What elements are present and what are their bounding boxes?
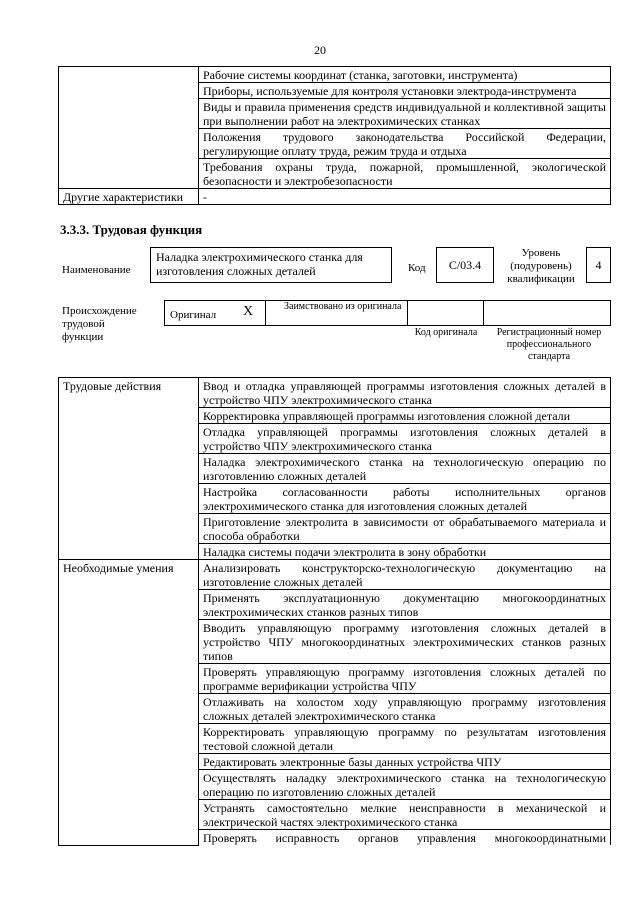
labor-action-item: Наладка системы подачи электролита в зону обработки xyxy=(199,544,611,560)
other-characteristics-value: - xyxy=(199,189,611,205)
table-row xyxy=(59,560,611,590)
labor-function-table xyxy=(58,377,611,846)
borrowed-label: Заимствовано из оригинала xyxy=(284,301,402,312)
other-characteristics-label: Другие характеристики xyxy=(59,189,199,205)
skill-item: Осуществлять наладку электрохимического станка на технологическую операцию по изготовлению сложных деталей xyxy=(199,770,611,800)
skill-item: Применять эксплуатационную документацию многокоординатных электрохимических станков разных типов xyxy=(199,590,611,620)
skill-item: Анализировать конструкторско-технологическую документацию на изготовление сложных деталей xyxy=(199,560,611,590)
knowledge-item: Положения трудового законодательства Российской Федерации, регулирующие оплату труда, режим труда и отдыха xyxy=(199,129,611,159)
skill-item: Проверять исправность органов управления многокоординатными xyxy=(199,830,611,846)
origin-divider xyxy=(265,301,266,325)
knowledge-item: Рабочие системы координат (станка, заготовки, инструмента) xyxy=(199,67,611,83)
original-label: Оригинал xyxy=(170,309,217,321)
function-name-box: Наладка электрохимического станка для изготовления сложных деталей xyxy=(150,247,392,283)
labor-actions-label: Трудовые действия xyxy=(59,378,199,560)
skill-item: Корректировать управляющую программу по результатам изготовления тестовой сложной детали xyxy=(199,724,611,754)
origin-divider xyxy=(483,301,484,325)
labor-action-item: Наладка электрохимического станка на технологическую операцию по изготовлению сложных деталей xyxy=(199,454,611,484)
section-title: 3.3.3. Трудовая функция xyxy=(60,222,203,237)
labor-action-item: Отладка управляющей программы изготовления сложных деталей в устройство ЧПУ электрохимического станка xyxy=(199,424,611,454)
origin-divider xyxy=(407,301,408,325)
knowledge-item: Приборы, используемые для контроля установки электрода-инструмента xyxy=(199,83,611,99)
labor-action-item: Ввод и отладка управляющей программы изготовления сложных деталей в устройство ЧПУ электрохимического станка xyxy=(199,378,611,408)
original-mark: X xyxy=(243,304,254,319)
knowledge-item: Виды и правила применения средств индивидуальной и коллективной защиты при выполнении работ на электрохимических станках xyxy=(199,99,611,129)
table-row xyxy=(59,67,611,83)
table-row xyxy=(59,378,611,408)
skill-item: Устранять самостоятельно мелкие неисправности в механической и электрической частях электрохимического станка xyxy=(199,800,611,830)
code-original-caption: Код оригинала xyxy=(414,327,478,338)
code-value-box: C/03.4 xyxy=(436,247,494,283)
page-number: 20 xyxy=(314,43,326,57)
skill-item: Отлаживать на холостом ходу управляющую программу изготовления сложных деталей электрохимического станка xyxy=(199,694,611,724)
skill-item: Вводить управляющую программу изготовления сложных деталей в устройство ЧПУ многокоординатных электрохимических станков разных типов xyxy=(199,620,611,664)
labor-action-item: Настройка согласованности работы исполнительных органов электрохимического станка для изготовления сложных деталей xyxy=(199,484,611,514)
code-label: Код xyxy=(408,262,426,274)
knowledge-continuation-table xyxy=(58,66,611,205)
labor-action-item: Корректировка управляющей программы изготовления сложной детали xyxy=(199,408,611,424)
reg-number-caption: Регистрационный номер профессионального стандарта xyxy=(496,327,602,362)
table-row xyxy=(59,189,611,205)
skills-label: Необходимые умения xyxy=(59,560,199,846)
origin-label: Происхождение трудовой функции xyxy=(62,305,137,343)
skill-item: Проверять управляющую программу изготовления сложных деталей по программе верификации устройства ЧПУ xyxy=(199,664,611,694)
level-value-box: 4 xyxy=(586,247,611,283)
knowledge-item: Требования охраны труда, пожарной, промышленной, экологической безопасности и электробезопасности xyxy=(199,159,611,189)
name-label: Наименование xyxy=(62,264,131,276)
knowledge-label-cell xyxy=(59,67,199,189)
labor-action-item: Приготовление электролита в зависимости от обрабатываемого материала и способа обработки xyxy=(199,514,611,544)
skill-item: Редактировать электронные базы данных устройства ЧПУ xyxy=(199,754,611,770)
level-label: Уровень (подуровень) квалификации xyxy=(507,247,575,285)
